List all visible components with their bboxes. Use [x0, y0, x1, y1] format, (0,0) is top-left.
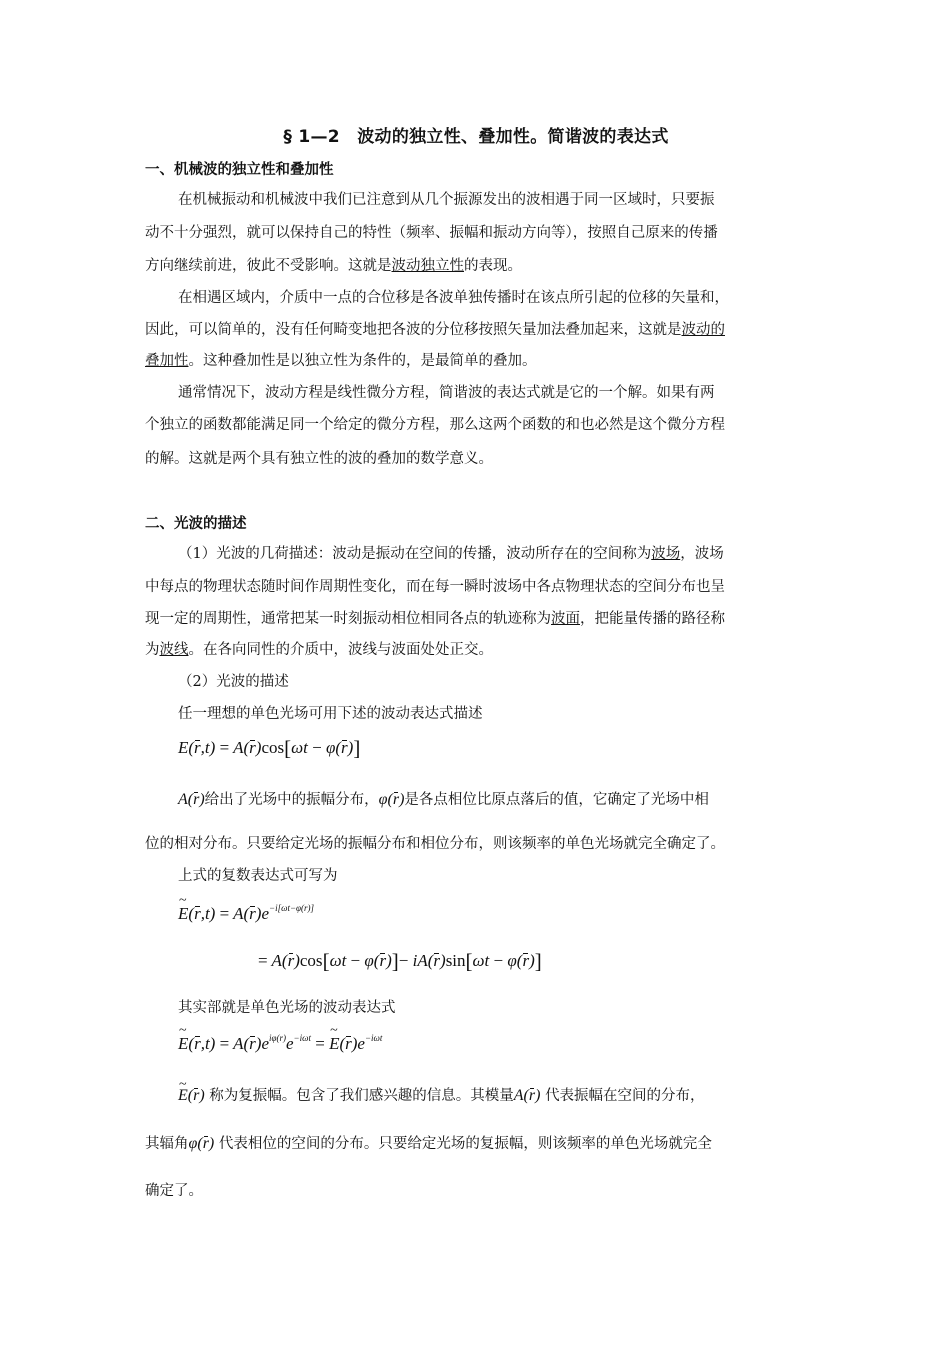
term-wave-independence: 波动独立性: [391, 258, 464, 274]
symbol-amplitude: A(r): [513, 1087, 541, 1104]
section-heading-1: 一、机械波的独立性和叠加性: [145, 162, 334, 178]
text-run: 代表振幅在空间的分布，: [545, 1088, 705, 1104]
symbol-amplitude: A(r): [178, 791, 205, 808]
paragraph-line: [178, 790, 810, 810]
paragraph-line: [178, 544, 810, 564]
term-wavefront: 波面: [551, 611, 580, 627]
paragraph-line: 上式的复数表达式可写为: [178, 868, 338, 884]
equation-complex-1: ~ $E(r,t) = A(r)e^{-i[\omega t-\varphi(r)]}$: [178, 903, 314, 924]
term-wave-superposition: 叠加性: [145, 353, 189, 369]
text-run: 称为复振幅。包含了我们感兴趣的信息。其模量: [209, 1088, 514, 1104]
paragraph-line: 动不十分强烈，就可以保持自己的特性（频率、振幅和振动方向等），按照自己原来的传播: [145, 225, 718, 241]
paragraph-line: 的解。这就是两个具有独立性的波的叠加的数学意义。: [145, 451, 493, 467]
page-title: § 1—2 波动的独立性、叠加性。简谐波的表达式: [283, 127, 669, 147]
paragraph-line: 个独立的函数都能满足同一个给定的微分方程，那么这两个函数的和也必然是这个微分方程: [145, 417, 725, 433]
term-wave-field: 波场: [651, 546, 681, 562]
paragraph-line: 中每点的物理状态随时间作周期性变化，而在每一瞬时波场中各点物理状态的空间分布也呈: [145, 579, 725, 595]
text-run: ，把能量传播的路径称: [580, 611, 725, 627]
text-run: 是各点相位比原点落后的值，它确定了光场中相: [404, 792, 709, 808]
text-run: 的表现。: [464, 258, 522, 274]
equation-wave-real: E(r,t) = A(r)cos[ωt − φ(r)]: [178, 736, 361, 760]
equation-complex-amplitude: ~ $E(r,t) = A(r)e^{i\varphi(r)}e^{-i\omega t}$ = ~ $E(r)e^{-i\omega t}$: [178, 1033, 382, 1054]
text-run: 代表相位的空间的分布。只要给定光场的复振幅，则该频率的单色光场就完全: [218, 1136, 712, 1152]
text-run: ，波场: [680, 546, 724, 562]
paragraph-line: [145, 609, 810, 629]
text-run: 方向继续前进，彼此不受影响。这就是: [145, 258, 392, 274]
paragraph-line: [145, 640, 810, 660]
text-run: 。在各向同性的介质中，波线与波面处处正交。: [188, 642, 493, 658]
paragraph-line: [178, 1086, 810, 1106]
symbol-complex-amplitude: ~ E(r): [178, 1087, 205, 1104]
paragraph-line: 通常情况下，波动方程是线性微分方程，简谐波的表达式就是它的一个解。如果有两: [178, 385, 715, 401]
paragraph-line: [145, 351, 810, 371]
paragraph-line: [145, 1134, 810, 1154]
section-heading-2: 二、光波的描述: [145, 516, 247, 532]
text-run: 因此，可以简单的，没有任何畸变地把各波的分位移按照矢量加法叠加起来，这就是: [145, 322, 682, 338]
term-wave-superposition: 波动的: [681, 322, 725, 338]
paragraph-line: 在相遇区域内，介质中一点的合位移是各波单独传播时在该点所引起的位移的矢量和，: [178, 290, 729, 306]
paragraph-line: （2）光波的描述: [178, 674, 289, 690]
paragraph-line: [145, 256, 810, 276]
text-run: 给出了光场中的振幅分布，: [204, 792, 379, 808]
paragraph-line: 在机械振动和机械波中我们已注意到从几个振源发出的波相遇于同一区域时，只要振: [178, 192, 715, 208]
symbol-phase: φ(r): [378, 791, 405, 808]
paragraph-line: 任一理想的单色光场可用下述的波动表达式描述: [178, 706, 483, 722]
paragraph-line: 确定了。: [145, 1183, 203, 1199]
paragraph-line: 其实部就是单色光场的波动表达式: [178, 1000, 396, 1016]
term-wave-ray: 波线: [159, 642, 189, 658]
text-run: 为: [145, 642, 160, 658]
equation-complex-2: = A(r)cos[ωt − φ(r)]− iA(r)sin[ωt − φ(r)]: [258, 949, 542, 973]
paragraph-line: 位的相对分布。只要给定光场的振幅分布和相位分布，则该频率的单色光场就完全确定了。: [145, 836, 725, 852]
text-run: 现一定的周期性，通常把某一时刻振动相位相同各点的轨迹称为: [145, 611, 551, 627]
symbol-phase: φ(r): [188, 1135, 215, 1152]
text-run: 。这种叠加性是以独立性为条件的，是最简单的叠加。: [188, 353, 537, 369]
text-run: 其辐角: [145, 1136, 189, 1152]
text-run: （1）光波的几荷描述：波动是振动在空间的传播，波动所存在的空间称为: [178, 546, 652, 562]
paragraph-line: [145, 320, 810, 340]
